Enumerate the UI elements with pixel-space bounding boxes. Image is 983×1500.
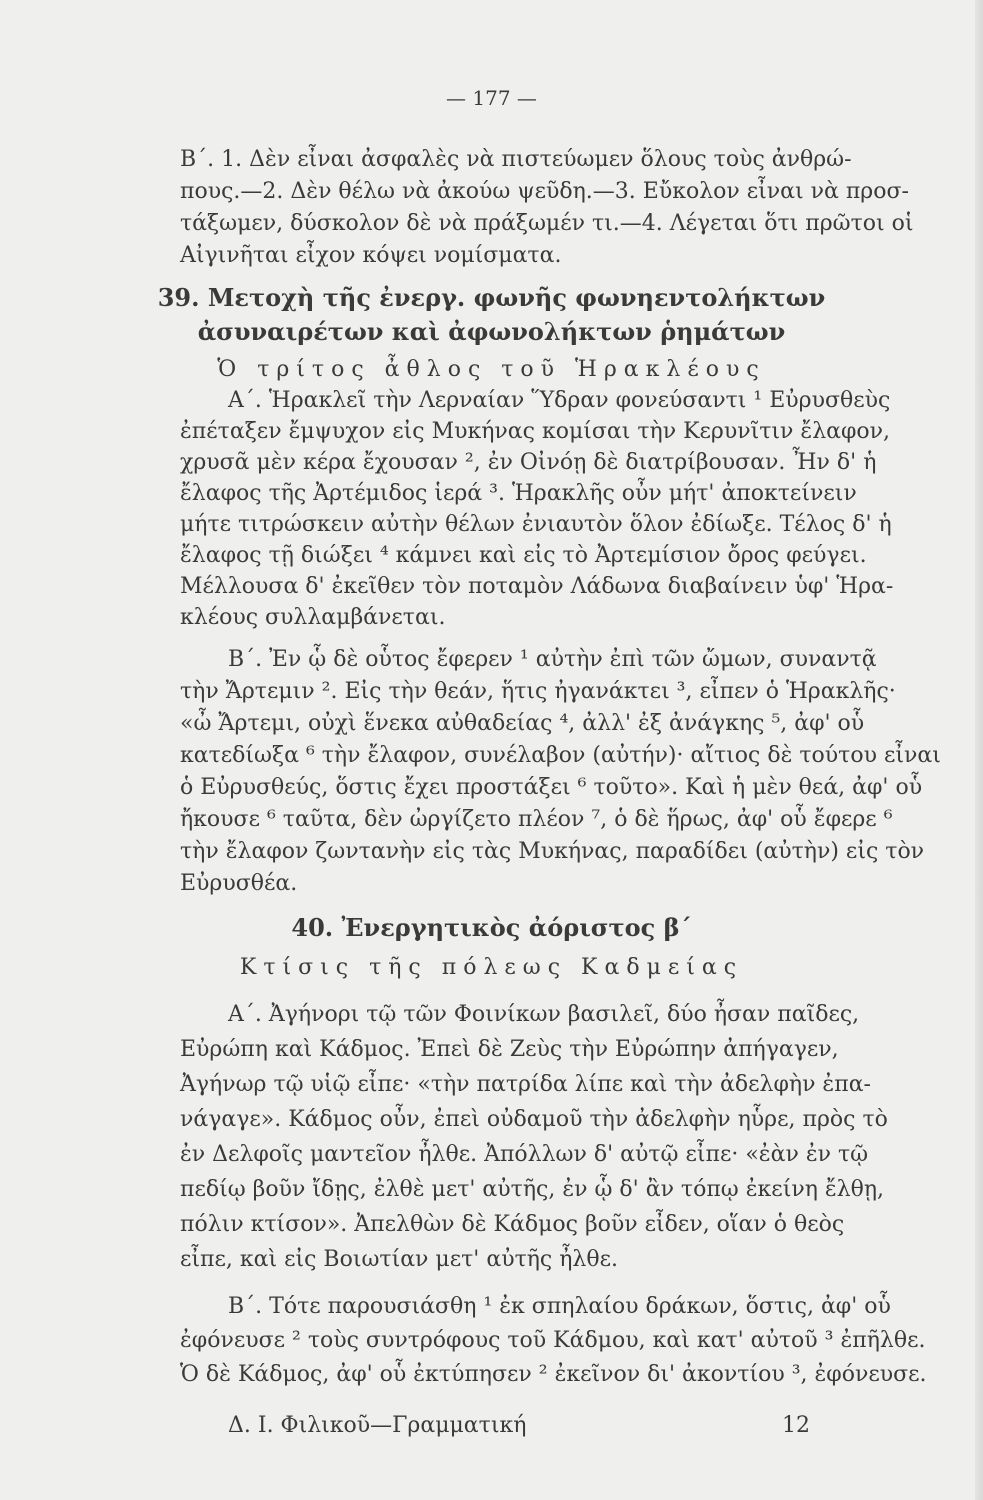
footer-author-title: Δ. Ι. Φιλικοῦ—Γραμματική	[228, 1413, 527, 1438]
text-line: ἐν Δελφοῖς μαντεῖον ἦλθε. Ἀπόλλων δ' αὐτῷ εἶπε· «ἐὰν ἐν τῷ	[180, 1142, 869, 1167]
page-edge-shadow	[975, 0, 983, 1500]
text-line: Α΄. Ἡρακλεῖ τὴν Λερναίαν Ὕδραν φονεύσαντι ¹ Εὐρυσθεὺς	[228, 388, 891, 413]
text-line: ἐφόνευσε ² τοὺς συντρόφους τοῦ Κάδμου, καὶ κατ' αὐτοῦ ³ ἐπῆλθε.	[180, 1328, 926, 1353]
text-line: νάγαγε». Κάδμος οὖν, ἐπεὶ οὐδαμοῦ τὴν ἀδελφὴν ηὗρε, πρὸς τὸ	[180, 1107, 888, 1132]
text-line: πους.—2. Δὲν θέλω νὰ ἀκούω ψεῦδη.—3. Εὔκολον εἶναι νὰ προσ-	[180, 179, 909, 204]
text-line: Α΄. Ἀγήνορι τῷ τῶν Φοινίκων βασιλεῖ, δύο ἦσαν παῖδες,	[228, 1002, 860, 1027]
text-line: Β΄. 1. Δὲν εἶναι ἀσφαλὲς νὰ πιστεύωμεν ὅλους τοὺς ἀνθρώ-	[180, 147, 852, 172]
text-line: Εὐρώπη καὶ Κάδμος. Ἐπεὶ δὲ Ζεὺς τὴν Εὐρώπην ἀπήγαγεν,	[180, 1037, 839, 1062]
story-title: Κτίσις τῆς πόλεως Καδμείας	[239, 955, 744, 980]
text-line: ἐπέταξεν ἔμψυχον εἰς Μυκήνας κομίσαι τὴν Κερυνῖτιν ἔλαφον,	[180, 419, 891, 444]
text-line: Μέλλουσα δ' ἐκεῖθεν τὸν ποταμὸν Λάδωνα διαβαίνειν ὑφ' Ἡρα-	[180, 574, 894, 599]
text-line: Ὁ δὲ Κάδμος, ἀφ' οὗ ἐκτύπησεν ² ἐκεῖνον δι' ἀκοντίου ³, ἐφόνευσε.	[180, 1362, 927, 1387]
page-number: — 177 —	[446, 86, 537, 110]
text-line: ἤκουσε ⁶ ταῦτα, δὲν ὠργίζετο πλέον ⁷, ὁ δὲ ἥρως, ἀφ' οὗ ἔφερε ⁶	[180, 807, 893, 832]
text-line: ὁ Εὐρυσθεύς, ὅστις ἔχει προστάξει ⁶ τοῦτο». Καὶ ἡ μὲν θεά, ἀφ' οὗ	[180, 775, 923, 800]
text-line: Εὐρυσθέα.	[180, 871, 298, 896]
text-line: Β΄. Τότε παρουσιάσθη ¹ ἐκ σπηλαίου δράκων, ὅστις, ἀφ' οὗ	[228, 1294, 891, 1319]
text-line: πεδίῳ βοῦν ἴδῃς, ἐλθὲ μετ' αὐτῆς, ἐν ᾧ δ' ἂν τόπῳ ἐκείνη ἔλθῃ,	[180, 1177, 885, 1202]
text-line: ἔλαφος τῇ διώξει ⁴ κάμνει καὶ εἰς τὸ Ἀρτεμίσιον ὄρος φεύγει.	[180, 543, 867, 568]
section-subheading: ἀσυναιρέτων καὶ ἀφωνολήκτων ῥημάτων	[197, 317, 786, 346]
text-line: μήτε τιτρώσκειν αὐτὴν θέλων ἐνιαυτὸν ὅλον ἐδίωξε. Τέλος δ' ἡ	[180, 512, 892, 537]
story-title: Ὁ τρίτος ἆθλος τοῦ Ἡρακλέους	[217, 357, 766, 382]
footer-signature-number: 12	[782, 1413, 810, 1438]
text-line: κατεδίωξα ⁶ τὴν ἔλαφον, συνέλαβον (αὐτήν)· αἴτιος δὲ τούτου εἶναι	[180, 743, 941, 768]
text-line: τὴν Ἄρτεμιν ². Εἰς τὴν θεάν, ἥτις ἠγανάκτει ³, εἶπεν ὁ Ἡρακλῆς·	[180, 679, 896, 704]
text-line: ἔλαφος τῆς Ἀρτέμιδος ἱερά ³. Ἡρακλῆς οὖν μήτ' ἀποκτείνειν	[180, 481, 857, 506]
section-heading: 39. Μετοχὴ τῆς ἐνεργ. φωνῆς φωνηεντολήκτων	[157, 283, 826, 312]
text-line: χρυσᾶ μὲν κέρα ἔχουσαν ², ἐν Οἰνόῃ δὲ διατρίβουσαν. Ἦν δ' ἡ	[180, 450, 877, 475]
text-line: Β΄. Ἐν ᾧ δὲ οὗτος ἔφερεν ¹ αὐτὴν ἐπὶ τῶν ὤμων, συναντᾷ	[228, 647, 877, 672]
text-line: εἶπε, καὶ εἰς Βοιωτίαν μετ' αὐτῆς ἦλθε.	[180, 1247, 618, 1272]
text-line: κλέους συλλαμβάνεται.	[180, 605, 446, 630]
text-line: πόλιν κτίσον». Ἀπελθὼν δὲ Κάδμος βοῦν εἶδεν, οἵαν ὁ θεὸς	[180, 1212, 845, 1237]
text-line: τὴν ἔλαφον ζωντανὴν εἰς τὰς Μυκήνας, παραδίδει (αὐτὴν) εἰς τὸν	[180, 839, 925, 864]
section-heading: 40. Ἐνεργητικὸς ἀόριστος β΄	[291, 913, 692, 942]
text-line: Αἰγινῆται εἶχον κόψει νομίσματα.	[180, 243, 562, 268]
text-line: «ὦ Ἄρτεμι, οὐχὶ ἕνεκα αὐθαδείας ⁴, ἀλλ' ἐξ ἀνάγκης ⁵, ἀφ' οὗ	[180, 711, 865, 736]
text-line: Ἀγήνωρ τῷ υἱῷ εἶπε· «τὴν πατρίδα λίπε καὶ τὴν ἀδελφὴν ἐπα-	[180, 1072, 871, 1097]
text-line: τάξωμεν, δύσκολον δὲ νὰ πράξωμέν τι.—4. Λέγεται ὅτι πρῶτοι οἱ	[180, 211, 914, 236]
